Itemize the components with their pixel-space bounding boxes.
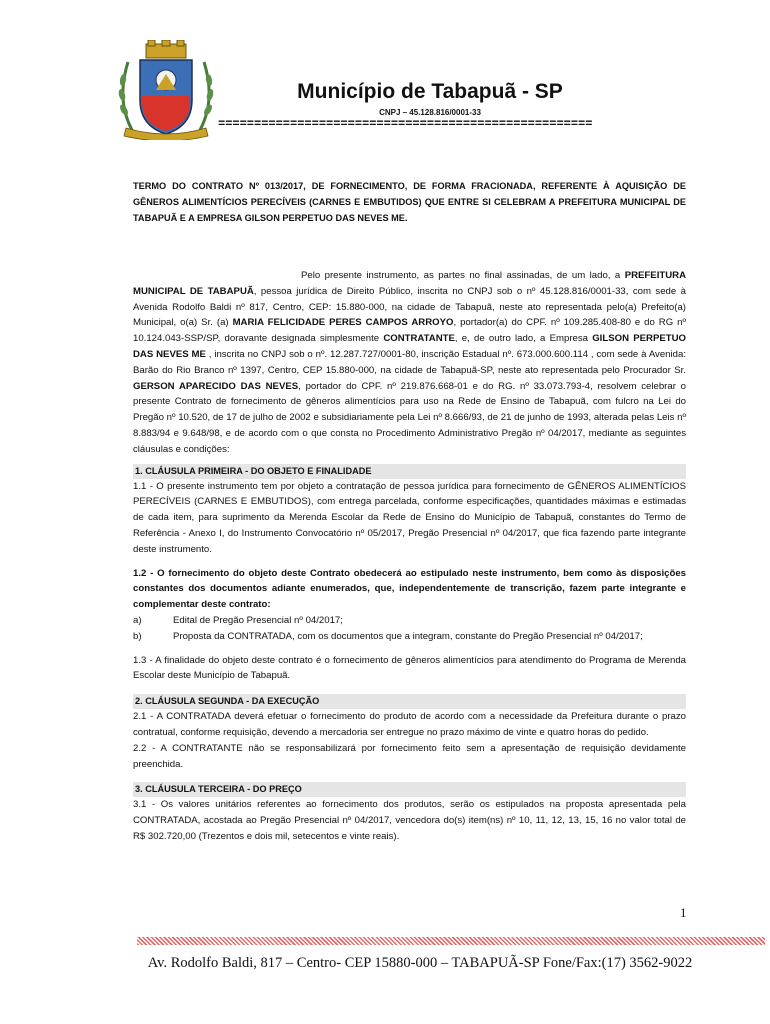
- clause-1-1: 1.1 - O presente instrumento tem por objeto a contratação de pessoa jurídica para fornecimento de GÊNEROS ALIMENTÍCIOS PERECÍVEIS (CARNES E EMBUTIDOS), com entrega parcelada, conforme especificações, quantidades máximas e estimadas de cada item, para suprimento da Merenda Escolar da Rede de Ensino do Município de Tabapuã, constantes do Termo de Referência - Anexo I, do Instrumento Convocatório nº 05/2017, Pregão Presencial nº 04/2017, que fica fazendo parte integrante deste instrumento.: [133, 480, 686, 555]
- item-b-label: b): [133, 630, 142, 642]
- footer-address: Av. Rodolfo Baldi, 817 – Centro- CEP 15880-000 – TABAPUÃ-SP Fone/Fax:(17) 3562-9022: [147, 955, 693, 971]
- clause-3-1: 3.1 - Os valores unitários referentes ao fornecimento dos produtos, serão os estipulados na proposta apresentada pela CONTRATADA, acostada ao Pregão Presencial nº 04/2017, vencedora do(s) item(ns) nº 10, 11, 12, 13, 15, 16 no valor total de R$ 302.720,00 (Trezentos e dois mil, setecentos e vinte reais).: [133, 799, 686, 842]
- municipality-cnpj: CNPJ – 45.128.816/0001-33: [379, 108, 481, 117]
- header-separator: ====================================================: [218, 117, 593, 131]
- clause-1-3: 1.3 - A finalidade do objeto deste contrato é o fornecimento de gêneros alimentícios para atendimento do Programa de Merenda Escolar deste Município de Tabapuã.: [133, 654, 686, 682]
- intro-contractor-party: PREFEITURA MUNICIPAL DE TABAPUÃ: [133, 270, 686, 297]
- municipality-title: Município de Tabapuã - SP: [297, 80, 563, 103]
- intro-mayor-name: MARIA FELICIDADE PERES CAMPOS ARROYO: [232, 317, 454, 329]
- intro-text-6: , portador do CPF. nº 219.876.668-01 e do RG. nº 33.073.793-4, resolvem celebrar o presente Contrato de fornecimento de gêneros alimentícios para uso na Rede de Ensino de Tabapuã, com fulcro na Lei do Pregão nº 10.520, de 17 de julho de 2002 e subsidiariamente pela Lei nº 8.666/93, de 21 de junho de 1993, alterada pelas Leis nº 8.883/94 e 9.648/98, e de acordo com o que consta no Procedimento Administrativo Pregão nº 04/2017, mediante as seguintes cláusulas e condições:: [133, 380, 686, 455]
- intro-text-3: , portador(a) do CPF. nº 109.285.408-80 e do RG nº 10.124.043-SSP/SP, doravante designada simplesmente: [133, 317, 686, 345]
- intro-company-name: GILSON PERPETUO DAS NEVES ME: [133, 333, 686, 360]
- item-a-text: Edital de Pregão Presencial nº 04/2017;: [173, 614, 343, 626]
- clause-1-2: 1.2 - O fornecimento do objeto deste Contrato obedecerá ao estipulado neste instrumento, bem como às disposições constantes dos documentos adiante enumerados, que, independentemente de transcrição, fazem parte integrante e complementar deste contrato:: [133, 567, 686, 611]
- clause-1-2-item-b: [133, 629, 686, 645]
- intro-text-4: , e, de outro lado, a Empresa: [454, 333, 593, 345]
- clause-1-2-item-a: [133, 613, 686, 629]
- item-a-label: a): [133, 614, 142, 626]
- page-number: 1: [680, 905, 687, 920]
- clause-3-heading: 3. CLÁUSULA TERCEIRA - DO PREÇO: [133, 782, 686, 797]
- intro-text-5: , inscrita no CNPJ sob o nº. 12.287.727/0001-80, inscrição Estadual nº. 673.000.600.114 , com sede à Avenida: Barão do Rio Branco nº 1397, Centro, CEP 15.880-000, na cidade de Tabapuã-SP, neste ato representada pelo Procurador Sr.: [133, 348, 686, 376]
- contract-body: [133, 178, 686, 845]
- clause-2-1: 2.1 - A CONTRATADA deverá efetuar o fornecimento do produto de acordo com a necessidade da Prefeitura durante o prazo contratual, conforme requisição, devendo a mercadoria ser entregue no prazo máximo de vinte e quatro horas do pedido.: [133, 711, 686, 738]
- intro-contratante-term: CONTRATANTE: [383, 333, 455, 345]
- clause-1-heading: 1. CLÁUSULA PRIMEIRA - DO OBJETO E FINALIDADE: [133, 464, 686, 479]
- intro-paragraph: [133, 268, 686, 458]
- intro-attorney-name: GERSON APARECIDO DAS NEVES: [133, 380, 299, 392]
- clause-2-heading: 2. CLÁUSULA SEGUNDA - DA EXECUÇÃO: [133, 694, 686, 709]
- item-b-text: Proposta da CONTRATADA, com os documentos que a integram, constante do Pregão Presencial nº 04/2017;: [173, 630, 643, 642]
- footer-hatch-divider: [137, 937, 765, 945]
- intro-text-1: Pelo presente instrumento, as partes no final assinadas, de um lado, a: [301, 270, 625, 281]
- clause-2-2: 2.2 - A CONTRATANTE não se responsabilizará por fornecimento feito sem a apresentação de requisição devidamente preenchida.: [133, 742, 686, 770]
- contract-term-title: TERMO DO CONTRATO Nº 013/2017, DE FORNECIMENTO, DE FORMA FRACIONADA, REFERENTE À AQUISIÇÃO DE GÊNEROS ALIMENTÍCIOS PERECÍVEIS (CARNES E EMBUTIDOS) QUE ENTRE SI CELEBRAM A PREFEITURA MUNICIPAL DE TABAPUÃ E A EMPRESA GILSON PERPETUO DAS NEVES ME.: [133, 181, 686, 223]
- intro-text-2: , pessoa jurídica de Direito Público, inscrita no CNPJ sob o nº 45.128.816/0001-33, com sede à Avenida Rodolfo Baldi nº 817, Centro, CEP: 15.880-000, na cidade de Tabapuã, neste ato representada pelo(a) Prefeito(a) Municipal, o(a) Sr. (a): [133, 285, 687, 329]
- municipal-coat-of-arms: [112, 40, 220, 140]
